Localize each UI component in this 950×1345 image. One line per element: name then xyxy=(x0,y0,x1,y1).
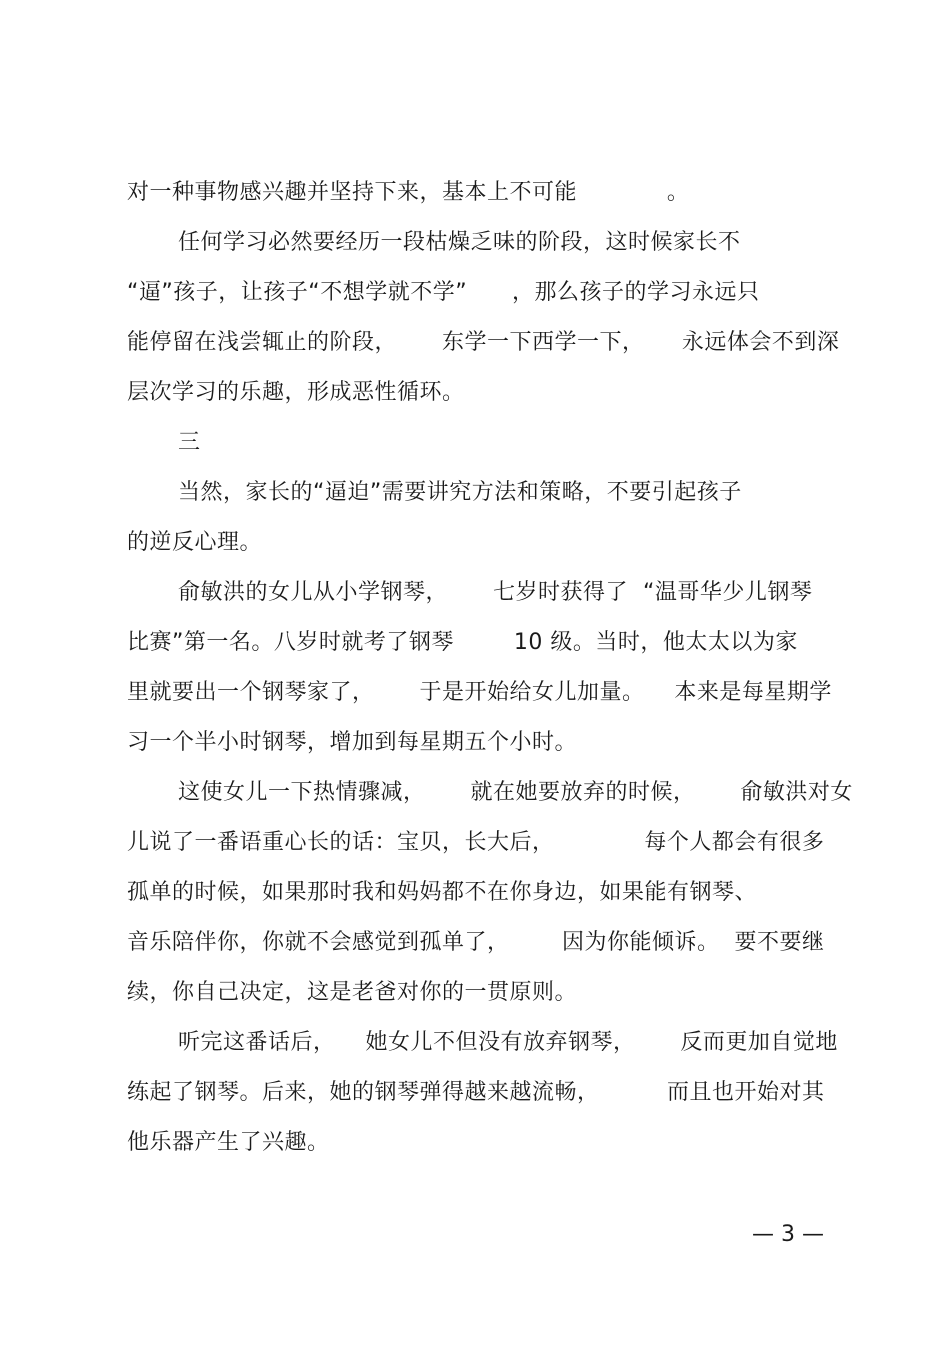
text-line: 听完这番话后， 她女儿不但没有放弃钢琴， 反而更加自觉地 xyxy=(178,1030,838,1055)
text-line: 能停留在浅尝辄止的阶段， 东学一下西学一下， 永远体会不到深 xyxy=(127,330,840,355)
text-line: 当然，家长的“逼迫”需要讲究方法和策略，不要引起孩子 xyxy=(178,480,742,505)
text-line: 对一种事物感兴趣并坚持下来，基本上不可能 。 xyxy=(127,180,690,205)
text-line: 层次学习的乐趣，形成恶性循环。 xyxy=(127,380,465,405)
text-line: 练起了钢琴。后来，她的钢琴弹得越来越流畅， 而且也开始对其 xyxy=(127,1080,825,1105)
text-line: 里就要出一个钢琴家了， 于是开始给女儿加量。 本来是每星期学 xyxy=(127,680,832,705)
text-line: 这使女儿一下热情骤减， 就在她要放弃的时候， 俞敏洪对女 xyxy=(178,780,853,805)
text-line: 比赛”第一名。八岁时就考了钢琴 10 级。当时，他太太以为家 xyxy=(127,630,798,655)
text-line: 的逆反心理。 xyxy=(127,530,263,555)
text-line: “逼”孩子，让孩子“不想学就不学” ，那么孩子的学习永远只 xyxy=(127,280,760,305)
text-line: 任何学习必然要经历一段枯燥乏味的阶段，这时候家长不 xyxy=(178,230,741,255)
section-heading: 三 xyxy=(178,430,201,455)
text-line: 续，你自己决定，这是老爸对你的一贯原则。 xyxy=(127,980,578,1005)
text-line: 儿说了一番语重心长的话：宝贝，长大后， 每个人都会有很多 xyxy=(127,830,825,855)
text-line: 孤单的时候，如果那时我和妈妈都不在你身边，如果能有钢琴、 xyxy=(127,880,758,905)
page-number: — 3 — xyxy=(752,1222,824,1247)
text-line: 音乐陪伴你，你就不会感觉到孤单了， 因为你能倾诉。 要不要继 xyxy=(127,930,825,955)
text-line: 习一个半小时钢琴，增加到每星期五个小时。 xyxy=(127,730,578,755)
text-line: 他乐器产生了兴趣。 xyxy=(127,1130,330,1155)
text-line: 俞敏洪的女儿从小学钢琴， 七岁时获得了 “温哥华少儿钢琴 xyxy=(178,580,813,605)
